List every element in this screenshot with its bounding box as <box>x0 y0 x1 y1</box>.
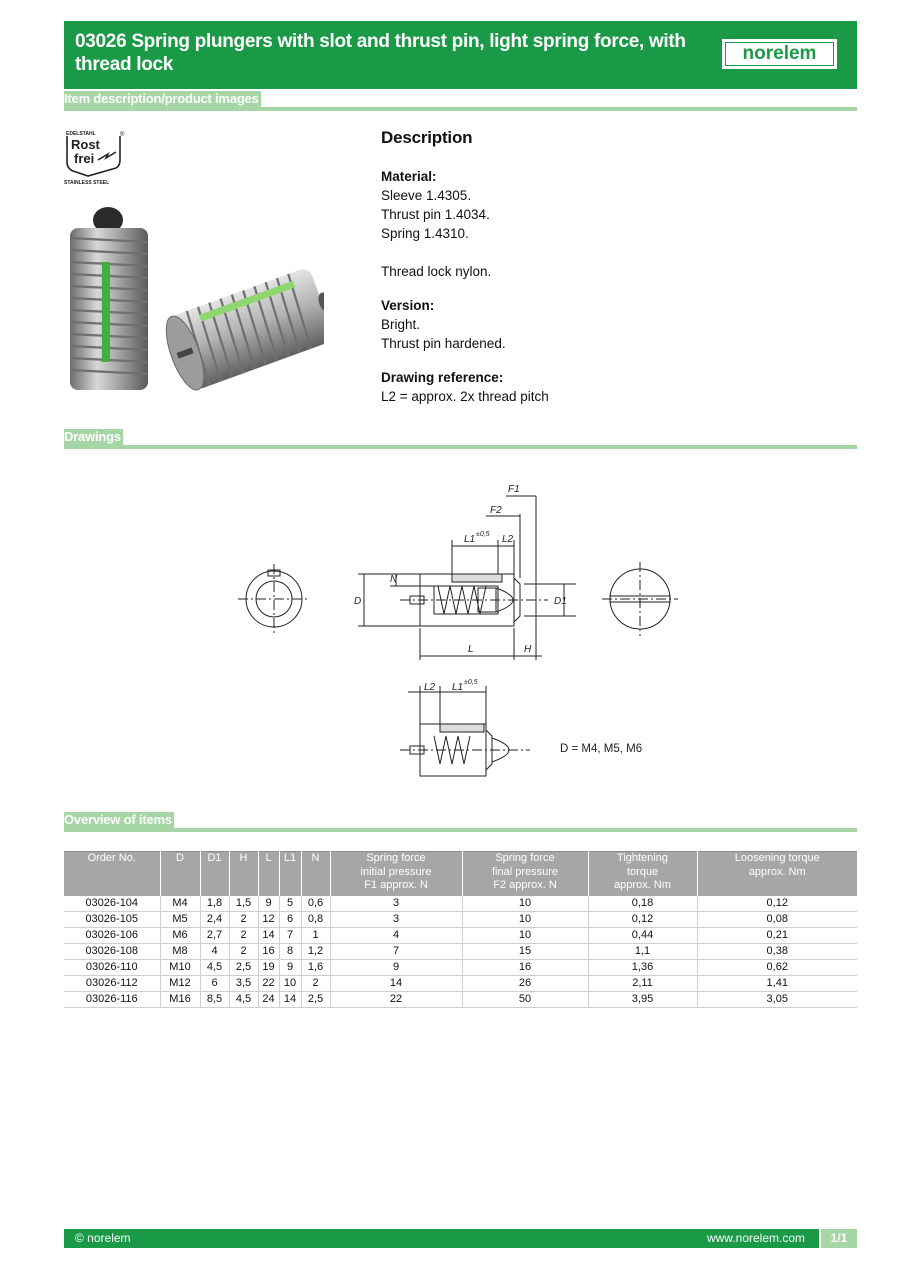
cell: 8 <box>279 944 301 960</box>
page-title: 03026 Spring plungers with slot and thrust pin, light spring force, with thread lock <box>75 31 686 75</box>
col-tightening-torque: Tightening torque approx. Nm <box>588 852 697 896</box>
cell: 0,18 <box>588 896 697 912</box>
badge-line2: frei <box>74 151 95 166</box>
section-label-drawings: Drawings <box>64 429 121 444</box>
cell: 14 <box>279 992 301 1008</box>
cell: 26 <box>462 976 588 992</box>
table-row <box>64 928 857 944</box>
label-d1: D1 <box>554 596 567 607</box>
col-d1: D1 <box>200 852 229 896</box>
cell: 1,8 <box>200 896 229 912</box>
cell: 2,4 <box>200 912 229 928</box>
cell: 2 <box>229 944 258 960</box>
cell: 9 <box>279 960 301 976</box>
col-order-no: Order No. <box>64 852 160 896</box>
cell: 1,36 <box>588 960 697 976</box>
cell: 0,12 <box>697 896 857 912</box>
cell: 0,8 <box>301 912 330 928</box>
label-n: N <box>390 574 398 585</box>
page-footer <box>64 1229 857 1248</box>
product-photo <box>64 202 324 394</box>
cell: 16 <box>462 960 588 976</box>
material-line: Sleeve 1.4305. <box>381 188 472 203</box>
cell: 3 <box>330 912 462 928</box>
table-row <box>64 960 857 976</box>
cell: 22 <box>330 992 462 1008</box>
label-h: H <box>524 644 532 655</box>
cell: M16 <box>160 992 200 1008</box>
label-l1-tol: ±0,5 <box>476 531 490 538</box>
label-l2: L2 <box>502 534 514 545</box>
section-overview <box>64 812 857 832</box>
cell-order-no: 03026-110 <box>64 960 160 976</box>
drawing-reference-text: L2 = approx. 2x thread pitch <box>381 389 549 404</box>
cell: 2,5 <box>301 992 330 1008</box>
cell: M4 <box>160 896 200 912</box>
side-view-small <box>400 686 530 776</box>
section-label-item-description: Item description/product images <box>64 91 259 106</box>
cell: 19 <box>258 960 279 976</box>
cell: 16 <box>258 944 279 960</box>
cell: 3,5 <box>229 976 258 992</box>
cell: 5 <box>279 896 301 912</box>
cell-order-no: 03026-108 <box>64 944 160 960</box>
cell: 2,11 <box>588 976 697 992</box>
col-n: N <box>301 852 330 896</box>
table-row <box>64 912 857 928</box>
col-loosening-torque: Loosening torque approx. Nm <box>697 852 857 896</box>
cell: 7 <box>279 928 301 944</box>
cell: 2 <box>301 976 330 992</box>
table-header-row <box>64 852 857 896</box>
col-spring-force-f1: Spring force initial pressure F1 approx. N <box>330 852 462 896</box>
col-l: L <box>258 852 279 896</box>
label-l1-tol-small: ±0,5 <box>464 679 478 686</box>
version-line: Thrust pin hardened. <box>381 336 506 351</box>
cell: 1,6 <box>301 960 330 976</box>
cell: 3,05 <box>697 992 857 1008</box>
cell-order-no: 03026-116 <box>64 992 160 1008</box>
description-block <box>381 128 851 406</box>
cell: 24 <box>258 992 279 1008</box>
version-heading: Version: <box>381 298 435 313</box>
footer-copyright: © norelem <box>75 1231 131 1245</box>
table-row <box>64 976 857 992</box>
cell: 1,41 <box>697 976 857 992</box>
cell: 0,62 <box>697 960 857 976</box>
cell-order-no: 03026-112 <box>64 976 160 992</box>
col-h: H <box>229 852 258 896</box>
cell: M12 <box>160 976 200 992</box>
label-l1: L1 <box>464 534 476 545</box>
badge-registered: ® <box>120 132 125 138</box>
cell: 6 <box>279 912 301 928</box>
cell: 1,1 <box>588 944 697 960</box>
cell: 22 <box>258 976 279 992</box>
thread-lock-text: Thread lock nylon. <box>381 264 492 279</box>
cell: 10 <box>279 976 301 992</box>
cell: 7 <box>330 944 462 960</box>
end-view-right <box>602 562 678 636</box>
cell: 12 <box>258 912 279 928</box>
cell: 4 <box>330 928 462 944</box>
badge-top-text: EDELSTAHL <box>66 131 96 137</box>
page-header <box>64 21 857 89</box>
table-row <box>64 944 857 960</box>
cell: 14 <box>258 928 279 944</box>
cell: 2,7 <box>200 928 229 944</box>
cell: 4,5 <box>229 992 258 1008</box>
cell: 6 <box>200 976 229 992</box>
label-d: D <box>354 596 362 607</box>
badge-bottom-text: STAINLESS STEEL <box>64 180 110 186</box>
cell: M8 <box>160 944 200 960</box>
cell: 3,95 <box>588 992 697 1008</box>
cell: M10 <box>160 960 200 976</box>
material-heading: Material: <box>381 169 437 184</box>
col-d: D <box>160 852 200 896</box>
cell: 1 <box>301 928 330 944</box>
badge-line1: Rost <box>71 137 100 152</box>
cell-order-no: 03026-105 <box>64 912 160 928</box>
label-l: L <box>468 644 474 655</box>
cell: 0,6 <box>301 896 330 912</box>
cell: 2 <box>229 928 258 944</box>
cell: 2,5 <box>229 960 258 976</box>
cell: 1,5 <box>229 896 258 912</box>
technical-drawing <box>230 478 690 788</box>
drawing-note: D = M4, M5, M6 <box>560 743 643 755</box>
material-line: Thrust pin 1.4034. <box>381 207 490 222</box>
cell: 0,44 <box>588 928 697 944</box>
cell: 4 <box>200 944 229 960</box>
norelem-logo: norelem <box>722 39 837 69</box>
material-line: Spring 1.4310. <box>381 226 469 241</box>
cell: 15 <box>462 944 588 960</box>
cell-order-no: 03026-104 <box>64 896 160 912</box>
cell: 0,12 <box>588 912 697 928</box>
cell: 0,38 <box>697 944 857 960</box>
page-number: 1/1 <box>819 1229 857 1248</box>
table-row <box>64 992 857 1008</box>
cell: 14 <box>330 976 462 992</box>
drawing-reference-heading: Drawing reference: <box>381 370 504 385</box>
cell-order-no: 03026-106 <box>64 928 160 944</box>
drawing-labels <box>354 484 567 693</box>
cell: 10 <box>462 896 588 912</box>
footer-website-link[interactable]: www.norelem.com <box>706 1231 805 1245</box>
version-line: Bright. <box>381 317 421 332</box>
label-f2: F2 <box>490 505 502 516</box>
table-row <box>64 896 857 912</box>
cell: M5 <box>160 912 200 928</box>
cell: 0,21 <box>697 928 857 944</box>
col-l1: L1 <box>279 852 301 896</box>
section-drawings <box>64 429 857 449</box>
items-table <box>64 851 857 1008</box>
cell: 0,08 <box>697 912 857 928</box>
cell: 8,5 <box>200 992 229 1008</box>
section-label-overview: Overview of items <box>64 812 172 827</box>
section-item-description <box>64 91 857 111</box>
cell: 2 <box>229 912 258 928</box>
cell: 1,2 <box>301 944 330 960</box>
label-l1-small: L1 <box>452 682 464 693</box>
cell: 3 <box>330 896 462 912</box>
description-title: Description <box>381 128 473 147</box>
end-view-left <box>238 564 310 634</box>
col-spring-force-f2: Spring force final pressure F2 approx. N <box>462 852 588 896</box>
cell: 10 <box>462 928 588 944</box>
cell: 4,5 <box>200 960 229 976</box>
label-f1: F1 <box>508 484 520 495</box>
cell: 9 <box>258 896 279 912</box>
label-l2-small: L2 <box>424 682 436 693</box>
cell: 50 <box>462 992 588 1008</box>
cell: 10 <box>462 912 588 928</box>
cell: 9 <box>330 960 462 976</box>
cell: M6 <box>160 928 200 944</box>
rost-frei-badge <box>64 130 128 188</box>
